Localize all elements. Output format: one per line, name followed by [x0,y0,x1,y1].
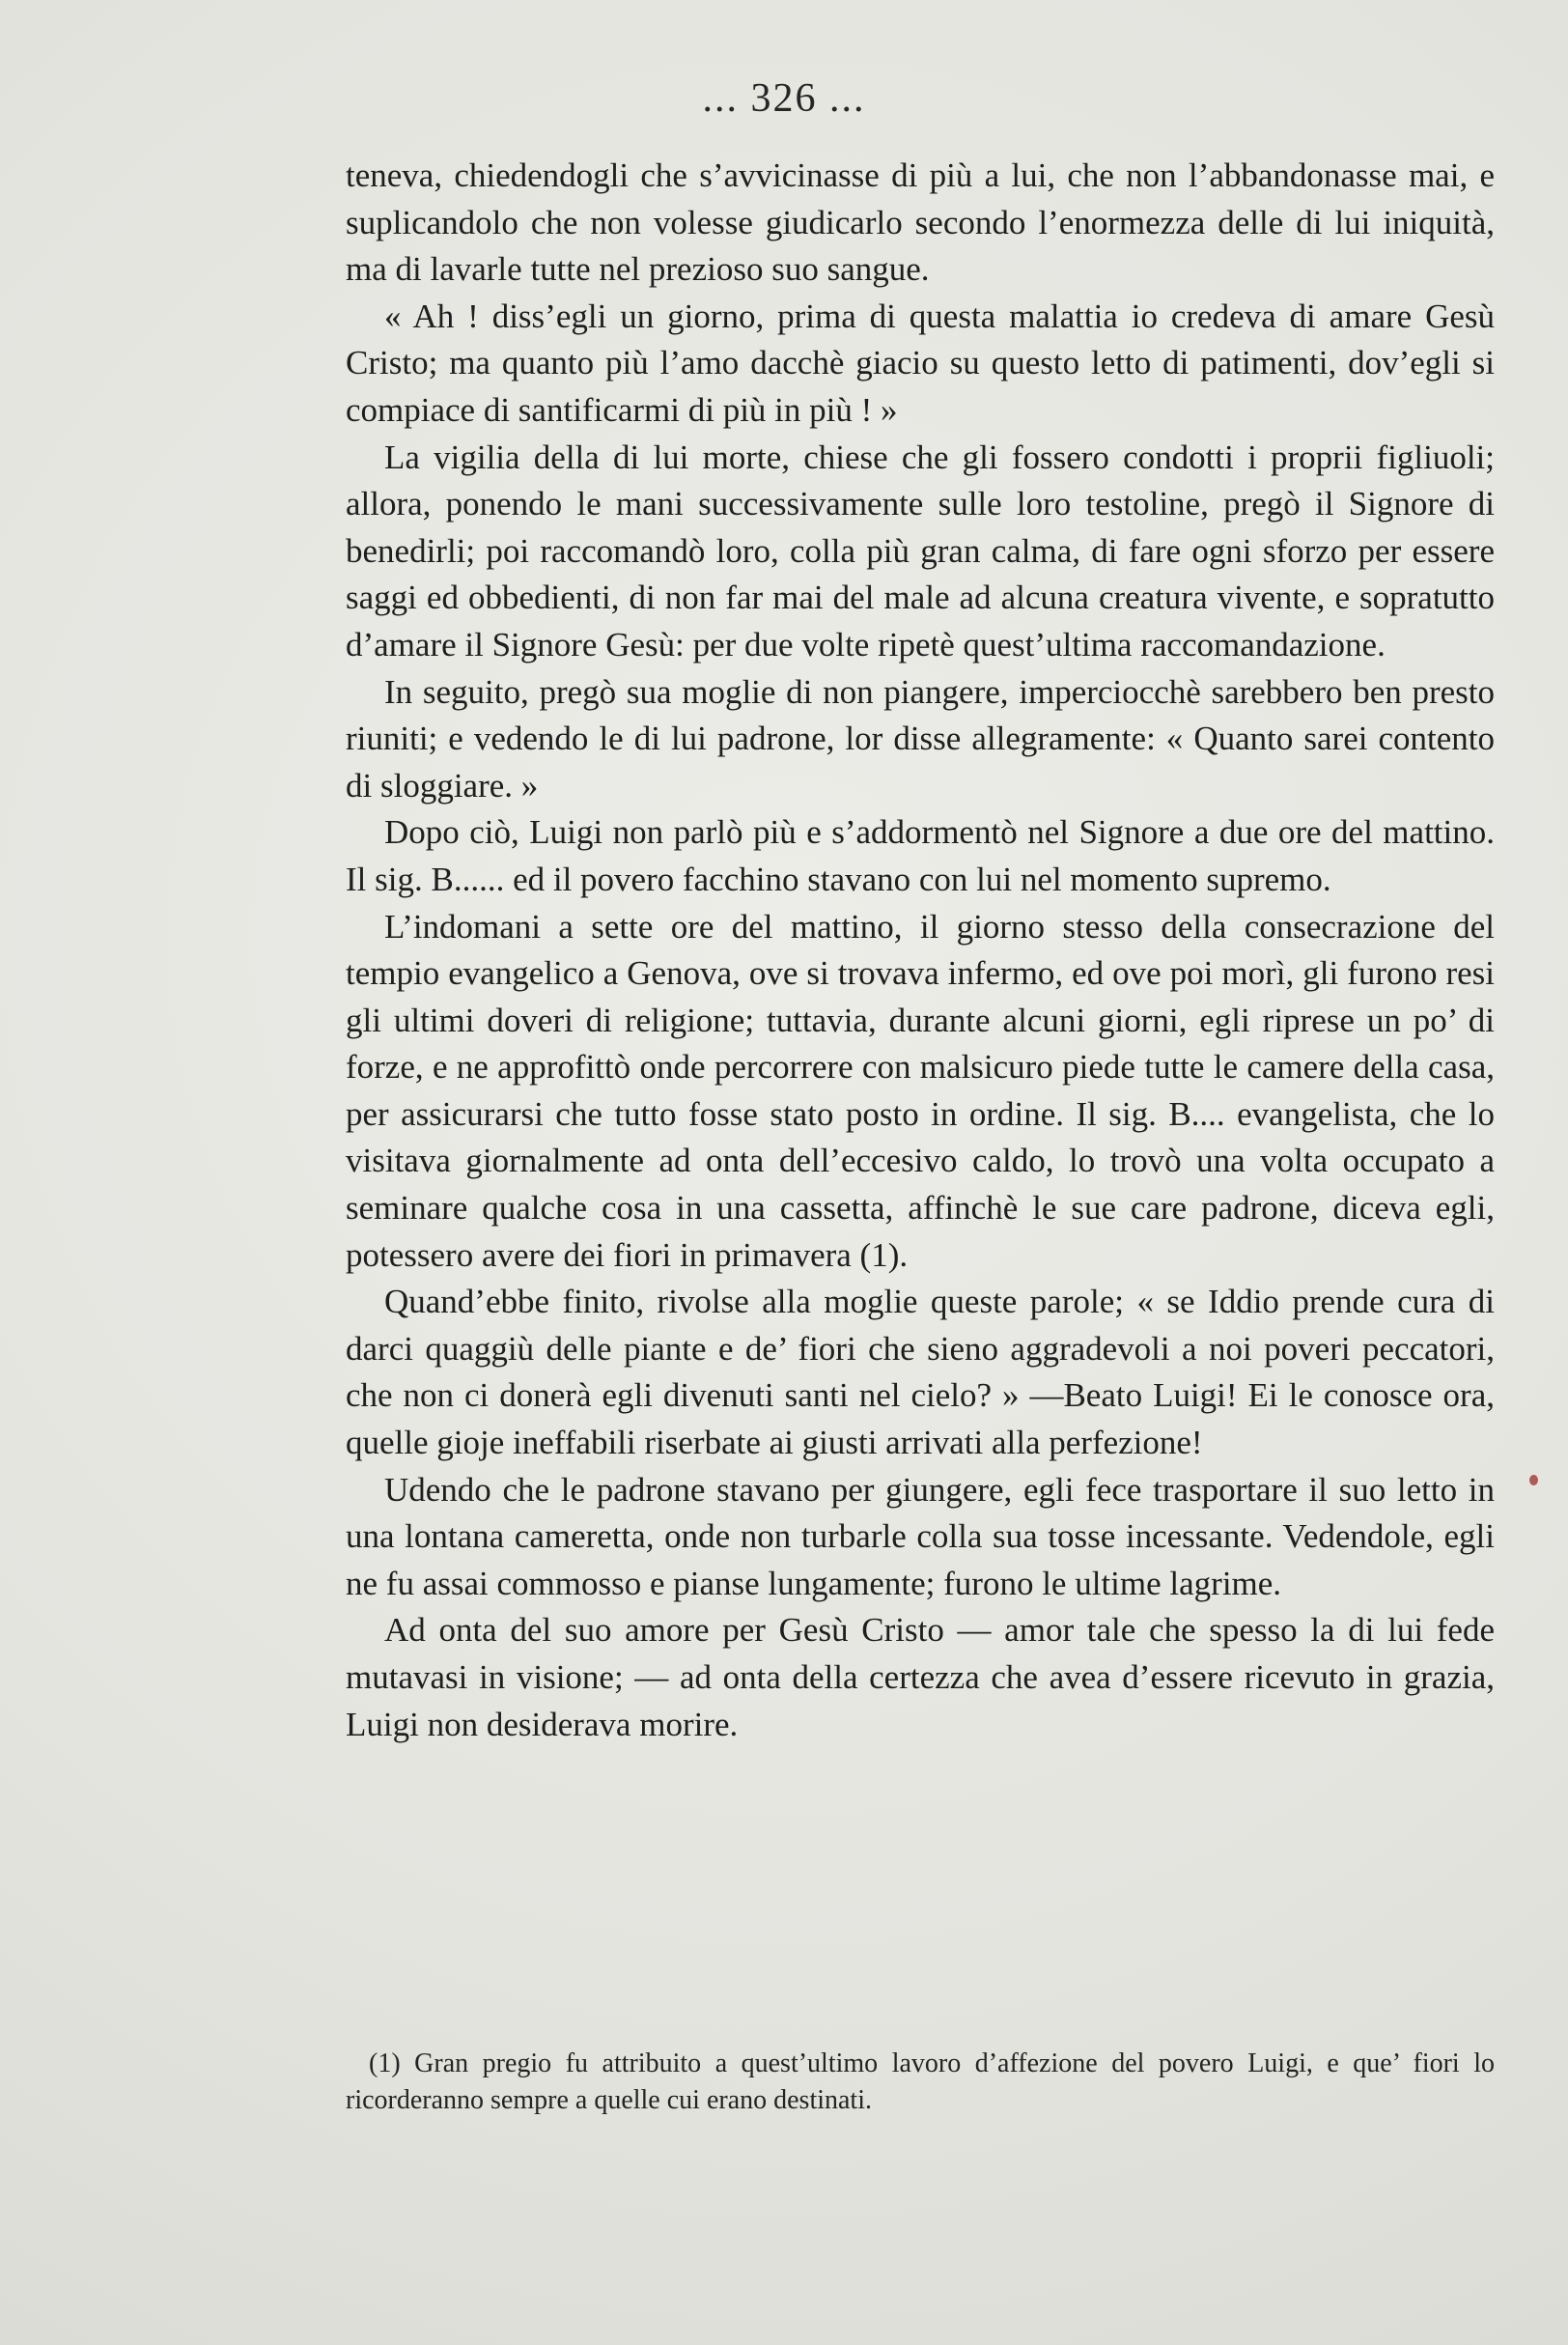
paragraph: Ad onta del suo amore per Gesù Cristo — amor tale che spesso la di lui fede mutavasi in visione; — ad onta della certezza che avea d’essere ricevuto in grazia, Luigi non desiderava morire. [346,1611,1495,1743]
body-text [346,153,1495,1748]
footnote-text: (1) Gran pregio fu attribuito a quest’ultimo lavoro d’affezione del povero Luigi, e que’ fiori lo ricorderanno sempre a quelle cui erano destinati. [346,2048,1495,2115]
paragraph: Udendo che le padrone stavano per giungere, egli fece trasportare il suo letto in una lontana cameretta, onde non turbarle colla sua tosse incessante. Vedendole, egli ne fu assai commosso e pianse lungamente; furono le ultime lagrime. [346,1470,1495,1602]
paragraph: teneva, chiedendogli che s’avvicinasse di più a lui, che non l’abbandonasse mai, e suplicandolo che non volesse giudicarlo secondo l’enormezza delle di lui iniquità, ma di lavarle tutte nel prezioso suo sangue. [346,156,1495,289]
paragraph: Quand’ebbe finito, rivolse alla moglie queste parole; « se Iddio prende cura di darci quaggiù delle piante e de’ fiori che sieno aggradevoli a noi poveri peccatori, che non ci donerà egli divenuti santi nel cielo? » —Beato Luigi! Ei le conosce ora, quelle gioje ineffabili riserbate ai giusti arrivati alla perfezione! [346,1283,1495,1462]
paragraph: Dopo ciò, Luigi non parlò più e s’addormentò nel Signore a due ore del mattino. Il sig. B...... ed il povero facchino stavano con lui nel momento supremo. [346,813,1495,898]
paragraph: L’indomani a sette ore del mattino, il giorno stesso della consecrazione del tempio evangelico a Genova, ove si trovava infermo, ed ove poi morì, gli furono resi gli ultimi doveri di religione; tuttavia, durante alcuni giorni, egli riprese un po’ di forze, e ne approfittò onde percorrere con malsicuro piede tutte le camere della casa, per assicurarsi che tutto fosse stato posto in ordine. Il sig. B.... evangelista, che lo visitava giornalmente ad onta dell’eccesivo caldo, lo trovò una volta occupato a seminare qualche cosa in una cassetta, affinchè le sue care padrone, diceva egli, potessero avere dei fiori in primavera (1). [346,907,1495,1274]
page-number: ... 326 ... [702,76,866,121]
paper-speck [1529,1475,1538,1485]
paragraph: « Ah ! diss’egli un giorno, prima di questa malattia io credeva di amare Gesù Cristo; ma quanto più l’amo dacchè giacio su questo letto di patimenti, dov’egli si compiace di santificarmi di più in più ! » [346,297,1495,429]
paragraph: In seguito, pregò sua moglie di non piangere, imperciocchè sarebbero ben presto riuniti; e vedendo le di lui padrone, lor disse allegramente: « Quanto sarei contento di sloggiare. » [346,672,1495,805]
footnote [346,2046,1495,2119]
paragraph: La vigilia della di lui morte, chiese che gli fossero condotti i proprii figliuoli; allora, ponendo le mani successivamente sulle loro testoline, pregò il Signore di benedirli; poi raccomandò loro, colla più gran calma, di fare ogni sforzo per essere saggi ed obbedienti, di non far mai del male ad alcuna creatura vivente, e sopratutto d’amare il Signore Gesù: per due volte ripetè quest’ultima raccomandazione. [346,438,1495,664]
